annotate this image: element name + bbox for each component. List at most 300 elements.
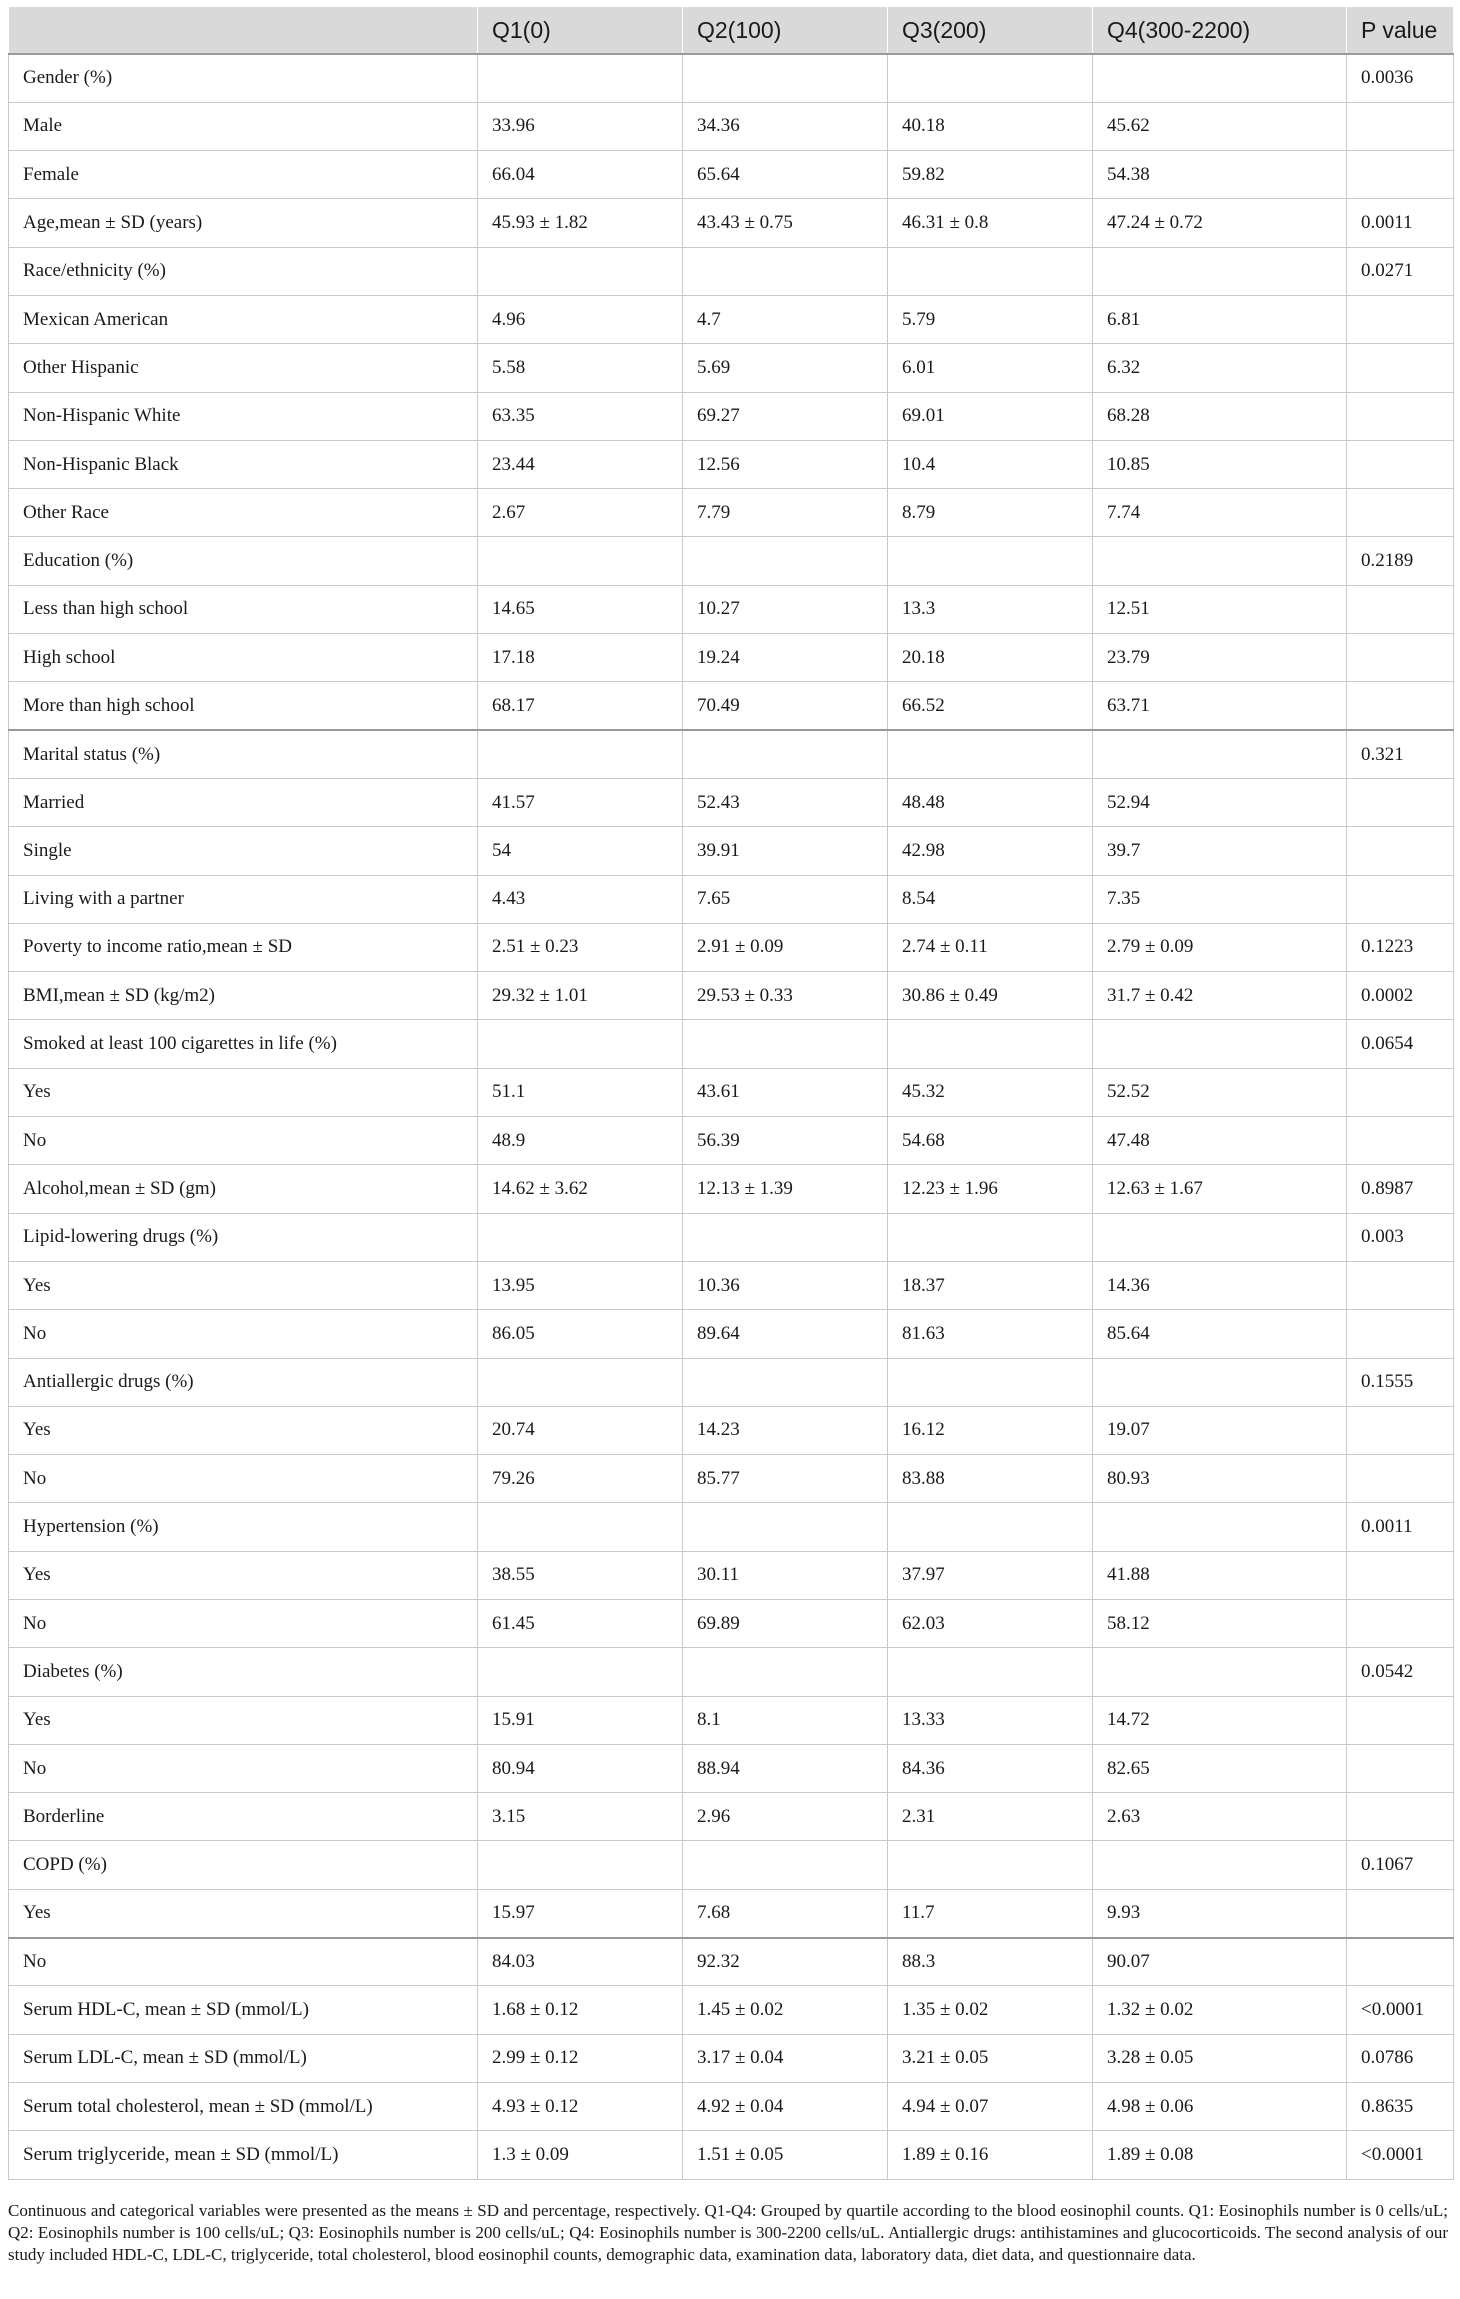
p-value-cell bbox=[1347, 1551, 1454, 1599]
p-value-cell: 0.0786 bbox=[1347, 2034, 1454, 2082]
q3-cell: 5.79 bbox=[888, 295, 1093, 343]
q3-cell: 62.03 bbox=[888, 1600, 1093, 1648]
header-cell-q3: Q3(200) bbox=[888, 7, 1093, 54]
q4-cell: 45.62 bbox=[1093, 102, 1347, 150]
q3-cell: 54.68 bbox=[888, 1117, 1093, 1165]
p-value-cell bbox=[1347, 1938, 1454, 1986]
q4-cell bbox=[1093, 1358, 1347, 1406]
q2-cell: 4.92 ± 0.04 bbox=[683, 2082, 888, 2130]
variable-cell: High school bbox=[9, 634, 478, 682]
q2-cell: 65.64 bbox=[683, 151, 888, 199]
p-value-cell bbox=[1347, 1889, 1454, 1937]
q1-cell: 20.74 bbox=[478, 1406, 683, 1454]
table-row bbox=[9, 1986, 1454, 2034]
p-value-cell bbox=[1347, 1310, 1454, 1358]
q1-cell: 3.15 bbox=[478, 1793, 683, 1841]
p-value-cell: 0.8987 bbox=[1347, 1165, 1454, 1213]
variable-cell: Living with a partner bbox=[9, 875, 478, 923]
q3-cell: 46.31 ± 0.8 bbox=[888, 199, 1093, 247]
q4-cell: 41.88 bbox=[1093, 1551, 1347, 1599]
q2-cell: 85.77 bbox=[683, 1455, 888, 1503]
p-value-cell bbox=[1347, 440, 1454, 488]
table-row bbox=[9, 54, 1454, 102]
q1-cell: 68.17 bbox=[478, 682, 683, 730]
q2-cell bbox=[683, 1503, 888, 1551]
q2-cell: 2.91 ± 0.09 bbox=[683, 923, 888, 971]
table-row bbox=[9, 1165, 1454, 1213]
q4-cell: 54.38 bbox=[1093, 151, 1347, 199]
table-row bbox=[9, 634, 1454, 682]
q1-cell: 29.32 ± 1.01 bbox=[478, 972, 683, 1020]
table-row bbox=[9, 1455, 1454, 1503]
q1-cell: 14.65 bbox=[478, 585, 683, 633]
table-row bbox=[9, 1600, 1454, 1648]
table-row bbox=[9, 1406, 1454, 1454]
q1-cell bbox=[478, 54, 683, 102]
variable-cell: Serum LDL-C, mean ± SD (mmol/L) bbox=[9, 2034, 478, 2082]
q3-cell: 2.74 ± 0.11 bbox=[888, 923, 1093, 971]
q3-cell: 2.31 bbox=[888, 1793, 1093, 1841]
q2-cell: 43.43 ± 0.75 bbox=[683, 199, 888, 247]
p-value-cell: 0.003 bbox=[1347, 1213, 1454, 1261]
q1-cell bbox=[478, 537, 683, 585]
q1-cell bbox=[478, 1503, 683, 1551]
p-value-cell bbox=[1347, 1696, 1454, 1744]
p-value-cell: 0.2189 bbox=[1347, 537, 1454, 585]
q1-cell: 2.67 bbox=[478, 489, 683, 537]
q1-cell: 79.26 bbox=[478, 1455, 683, 1503]
variable-cell: Other Hispanic bbox=[9, 344, 478, 392]
q3-cell: 83.88 bbox=[888, 1455, 1093, 1503]
table-row bbox=[9, 1551, 1454, 1599]
q2-cell: 88.94 bbox=[683, 1744, 888, 1792]
q1-cell: 4.43 bbox=[478, 875, 683, 923]
p-value-cell: 0.0542 bbox=[1347, 1648, 1454, 1696]
q1-cell: 4.93 ± 0.12 bbox=[478, 2082, 683, 2130]
variable-cell: Antiallergic drugs (%) bbox=[9, 1358, 478, 1406]
q1-cell bbox=[478, 1841, 683, 1889]
q4-cell: 12.63 ± 1.67 bbox=[1093, 1165, 1347, 1213]
variable-cell: Male bbox=[9, 102, 478, 150]
table-row bbox=[9, 344, 1454, 392]
q3-cell: 8.79 bbox=[888, 489, 1093, 537]
variable-cell: More than high school bbox=[9, 682, 478, 730]
table-row bbox=[9, 1696, 1454, 1744]
q3-cell bbox=[888, 730, 1093, 778]
q3-cell: 88.3 bbox=[888, 1938, 1093, 1986]
q3-cell: 16.12 bbox=[888, 1406, 1093, 1454]
variable-cell: Yes bbox=[9, 1696, 478, 1744]
table-row bbox=[9, 1020, 1454, 1068]
variable-cell: Mexican American bbox=[9, 295, 478, 343]
q2-cell: 43.61 bbox=[683, 1068, 888, 1116]
variable-cell: No bbox=[9, 1600, 478, 1648]
q2-cell: 14.23 bbox=[683, 1406, 888, 1454]
q1-cell bbox=[478, 1020, 683, 1068]
variable-cell: No bbox=[9, 1744, 478, 1792]
q3-cell bbox=[888, 1213, 1093, 1261]
p-value-cell bbox=[1347, 778, 1454, 826]
variable-cell: Poverty to income ratio,mean ± SD bbox=[9, 923, 478, 971]
q2-cell: 56.39 bbox=[683, 1117, 888, 1165]
q2-cell: 10.36 bbox=[683, 1261, 888, 1309]
variable-cell: Marital status (%) bbox=[9, 730, 478, 778]
q2-cell: 8.1 bbox=[683, 1696, 888, 1744]
q3-cell: 48.48 bbox=[888, 778, 1093, 826]
q2-cell: 7.68 bbox=[683, 1889, 888, 1937]
q1-cell: 66.04 bbox=[478, 151, 683, 199]
table-row bbox=[9, 537, 1454, 585]
q3-cell bbox=[888, 54, 1093, 102]
q1-cell: 33.96 bbox=[478, 102, 683, 150]
variable-cell: Non-Hispanic White bbox=[9, 392, 478, 440]
q3-cell bbox=[888, 1020, 1093, 1068]
q1-cell: 41.57 bbox=[478, 778, 683, 826]
q2-cell: 4.7 bbox=[683, 295, 888, 343]
q3-cell: 37.97 bbox=[888, 1551, 1093, 1599]
q1-cell: 4.96 bbox=[478, 295, 683, 343]
q3-cell: 4.94 ± 0.07 bbox=[888, 2082, 1093, 2130]
p-value-cell: 0.0654 bbox=[1347, 1020, 1454, 1068]
p-value-cell: 0.0271 bbox=[1347, 247, 1454, 295]
q3-cell: 66.52 bbox=[888, 682, 1093, 730]
q2-cell: 92.32 bbox=[683, 1938, 888, 1986]
variable-cell: Single bbox=[9, 827, 478, 875]
p-value-cell bbox=[1347, 151, 1454, 199]
p-value-cell bbox=[1347, 1600, 1454, 1648]
table-row bbox=[9, 1068, 1454, 1116]
variable-cell: Serum total cholesterol, mean ± SD (mmol/L) bbox=[9, 2082, 478, 2130]
q2-cell bbox=[683, 730, 888, 778]
table-body bbox=[9, 54, 1454, 2179]
p-value-cell: 0.321 bbox=[1347, 730, 1454, 778]
variable-cell: Yes bbox=[9, 1551, 478, 1599]
table-row bbox=[9, 1503, 1454, 1551]
q3-cell: 84.36 bbox=[888, 1744, 1093, 1792]
q1-cell: 2.51 ± 0.23 bbox=[478, 923, 683, 971]
p-value-cell: 0.1067 bbox=[1347, 1841, 1454, 1889]
q3-cell: 6.01 bbox=[888, 344, 1093, 392]
p-value-cell bbox=[1347, 1793, 1454, 1841]
table-row bbox=[9, 199, 1454, 247]
q4-cell: 6.81 bbox=[1093, 295, 1347, 343]
p-value-cell: <0.0001 bbox=[1347, 2131, 1454, 2179]
table-row bbox=[9, 972, 1454, 1020]
q4-cell bbox=[1093, 1020, 1347, 1068]
q4-cell: 7.74 bbox=[1093, 489, 1347, 537]
q3-cell: 12.23 ± 1.96 bbox=[888, 1165, 1093, 1213]
q2-cell: 70.49 bbox=[683, 682, 888, 730]
q3-cell: 13.33 bbox=[888, 1696, 1093, 1744]
q2-cell: 12.13 ± 1.39 bbox=[683, 1165, 888, 1213]
q3-cell: 11.7 bbox=[888, 1889, 1093, 1937]
q4-cell: 85.64 bbox=[1093, 1310, 1347, 1358]
q3-cell: 20.18 bbox=[888, 634, 1093, 682]
q4-cell: 14.72 bbox=[1093, 1696, 1347, 1744]
q3-cell: 59.82 bbox=[888, 151, 1093, 199]
p-value-cell bbox=[1347, 1406, 1454, 1454]
table-row bbox=[9, 2082, 1454, 2130]
q2-cell bbox=[683, 537, 888, 585]
variable-cell: Education (%) bbox=[9, 537, 478, 585]
q3-cell bbox=[888, 1648, 1093, 1696]
q4-cell bbox=[1093, 247, 1347, 295]
q4-cell: 9.93 bbox=[1093, 1889, 1347, 1937]
q3-cell bbox=[888, 247, 1093, 295]
variable-cell: No bbox=[9, 1117, 478, 1165]
q1-cell bbox=[478, 247, 683, 295]
p-value-cell: 0.8635 bbox=[1347, 2082, 1454, 2130]
table-row bbox=[9, 489, 1454, 537]
table-header-row bbox=[9, 7, 1454, 54]
q4-cell bbox=[1093, 1648, 1347, 1696]
q2-cell: 10.27 bbox=[683, 585, 888, 633]
header-cell-q4: Q4(300-2200) bbox=[1093, 7, 1347, 54]
p-value-cell: 0.0011 bbox=[1347, 199, 1454, 247]
q1-cell: 1.68 ± 0.12 bbox=[478, 1986, 683, 2034]
q4-cell: 82.65 bbox=[1093, 1744, 1347, 1792]
q1-cell: 13.95 bbox=[478, 1261, 683, 1309]
q4-cell: 4.98 ± 0.06 bbox=[1093, 2082, 1347, 2130]
q3-cell: 1.89 ± 0.16 bbox=[888, 2131, 1093, 2179]
table-row bbox=[9, 923, 1454, 971]
p-value-cell bbox=[1347, 1455, 1454, 1503]
q3-cell: 40.18 bbox=[888, 102, 1093, 150]
p-value-cell bbox=[1347, 1261, 1454, 1309]
p-value-cell: <0.0001 bbox=[1347, 1986, 1454, 2034]
q2-cell: 69.27 bbox=[683, 392, 888, 440]
variable-cell: Married bbox=[9, 778, 478, 826]
q2-cell bbox=[683, 1841, 888, 1889]
q1-cell: 17.18 bbox=[478, 634, 683, 682]
q4-cell: 80.93 bbox=[1093, 1455, 1347, 1503]
q2-cell: 2.96 bbox=[683, 1793, 888, 1841]
variable-cell: Serum triglyceride, mean ± SD (mmol/L) bbox=[9, 2131, 478, 2179]
p-value-cell bbox=[1347, 344, 1454, 392]
q3-cell: 8.54 bbox=[888, 875, 1093, 923]
variable-cell: Race/ethnicity (%) bbox=[9, 247, 478, 295]
variable-cell: Other Race bbox=[9, 489, 478, 537]
q4-cell: 3.28 ± 0.05 bbox=[1093, 2034, 1347, 2082]
q3-cell: 42.98 bbox=[888, 827, 1093, 875]
variable-cell: Non-Hispanic Black bbox=[9, 440, 478, 488]
q1-cell: 23.44 bbox=[478, 440, 683, 488]
q1-cell: 84.03 bbox=[478, 1938, 683, 1986]
q1-cell bbox=[478, 1213, 683, 1261]
q1-cell: 45.93 ± 1.82 bbox=[478, 199, 683, 247]
table-row bbox=[9, 1744, 1454, 1792]
variable-cell: Alcohol,mean ± SD (gm) bbox=[9, 1165, 478, 1213]
q1-cell: 15.91 bbox=[478, 1696, 683, 1744]
q3-cell bbox=[888, 537, 1093, 585]
p-value-cell bbox=[1347, 489, 1454, 537]
q4-cell bbox=[1093, 730, 1347, 778]
q4-cell: 2.79 ± 0.09 bbox=[1093, 923, 1347, 971]
q4-cell: 1.89 ± 0.08 bbox=[1093, 2131, 1347, 2179]
p-value-cell: 0.1223 bbox=[1347, 923, 1454, 971]
q4-cell: 47.24 ± 0.72 bbox=[1093, 199, 1347, 247]
q1-cell: 54 bbox=[478, 827, 683, 875]
q2-cell: 19.24 bbox=[683, 634, 888, 682]
table-row bbox=[9, 1841, 1454, 1889]
table-row bbox=[9, 2034, 1454, 2082]
q4-cell bbox=[1093, 1213, 1347, 1261]
q2-cell bbox=[683, 1213, 888, 1261]
q4-cell: 1.32 ± 0.02 bbox=[1093, 1986, 1347, 2034]
variable-cell: Hypertension (%) bbox=[9, 1503, 478, 1551]
q4-cell bbox=[1093, 1841, 1347, 1889]
table-row bbox=[9, 827, 1454, 875]
variable-cell: Yes bbox=[9, 1261, 478, 1309]
q2-cell: 30.11 bbox=[683, 1551, 888, 1599]
p-value-cell bbox=[1347, 682, 1454, 730]
p-value-cell bbox=[1347, 634, 1454, 682]
q4-cell: 6.32 bbox=[1093, 344, 1347, 392]
q3-cell bbox=[888, 1358, 1093, 1406]
q2-cell bbox=[683, 1358, 888, 1406]
variable-cell: Age,mean ± SD (years) bbox=[9, 199, 478, 247]
table-row bbox=[9, 1213, 1454, 1261]
q4-cell: 12.51 bbox=[1093, 585, 1347, 633]
q2-cell: 69.89 bbox=[683, 1600, 888, 1648]
q1-cell bbox=[478, 730, 683, 778]
q3-cell: 13.3 bbox=[888, 585, 1093, 633]
q3-cell: 10.4 bbox=[888, 440, 1093, 488]
q2-cell: 3.17 ± 0.04 bbox=[683, 2034, 888, 2082]
q4-cell: 39.7 bbox=[1093, 827, 1347, 875]
variable-cell: Gender (%) bbox=[9, 54, 478, 102]
q1-cell: 15.97 bbox=[478, 1889, 683, 1937]
p-value-cell bbox=[1347, 1068, 1454, 1116]
table-row bbox=[9, 2131, 1454, 2179]
q1-cell bbox=[478, 1358, 683, 1406]
q2-cell: 7.79 bbox=[683, 489, 888, 537]
q4-cell: 7.35 bbox=[1093, 875, 1347, 923]
header-cell-variable bbox=[9, 7, 478, 54]
q3-cell bbox=[888, 1841, 1093, 1889]
q2-cell bbox=[683, 1020, 888, 1068]
variable-cell: COPD (%) bbox=[9, 1841, 478, 1889]
q4-cell: 31.7 ± 0.42 bbox=[1093, 972, 1347, 1020]
table-row bbox=[9, 151, 1454, 199]
table-row bbox=[9, 875, 1454, 923]
p-value-cell bbox=[1347, 585, 1454, 633]
q4-cell: 14.36 bbox=[1093, 1261, 1347, 1309]
q1-cell: 48.9 bbox=[478, 1117, 683, 1165]
q1-cell: 2.99 ± 0.12 bbox=[478, 2034, 683, 2082]
q4-cell: 52.94 bbox=[1093, 778, 1347, 826]
variable-cell: Serum HDL-C, mean ± SD (mmol/L) bbox=[9, 1986, 478, 2034]
table-row bbox=[9, 247, 1454, 295]
q4-cell: 58.12 bbox=[1093, 1600, 1347, 1648]
q2-cell: 89.64 bbox=[683, 1310, 888, 1358]
q3-cell: 45.32 bbox=[888, 1068, 1093, 1116]
q2-cell: 52.43 bbox=[683, 778, 888, 826]
table-row bbox=[9, 1938, 1454, 1986]
q2-cell: 7.65 bbox=[683, 875, 888, 923]
q2-cell: 29.53 ± 0.33 bbox=[683, 972, 888, 1020]
q2-cell: 12.56 bbox=[683, 440, 888, 488]
p-value-cell: 0.0002 bbox=[1347, 972, 1454, 1020]
table-row bbox=[9, 730, 1454, 778]
table-row bbox=[9, 102, 1454, 150]
q1-cell: 1.3 ± 0.09 bbox=[478, 2131, 683, 2179]
table-row bbox=[9, 1793, 1454, 1841]
table-row bbox=[9, 392, 1454, 440]
table-row bbox=[9, 1889, 1454, 1937]
p-value-cell: 0.0036 bbox=[1347, 54, 1454, 102]
q1-cell: 38.55 bbox=[478, 1551, 683, 1599]
q2-cell: 5.69 bbox=[683, 344, 888, 392]
p-value-cell bbox=[1347, 1117, 1454, 1165]
q2-cell: 1.51 ± 0.05 bbox=[683, 2131, 888, 2179]
q2-cell bbox=[683, 247, 888, 295]
variable-cell: No bbox=[9, 1938, 478, 1986]
variable-cell: Female bbox=[9, 151, 478, 199]
variable-cell: Less than high school bbox=[9, 585, 478, 633]
header-cell-q2: Q2(100) bbox=[683, 7, 888, 54]
q2-cell: 1.45 ± 0.02 bbox=[683, 1986, 888, 2034]
variable-cell: Diabetes (%) bbox=[9, 1648, 478, 1696]
variable-cell: BMI,mean ± SD (kg/m2) bbox=[9, 972, 478, 1020]
q2-cell: 34.36 bbox=[683, 102, 888, 150]
q1-cell: 61.45 bbox=[478, 1600, 683, 1648]
q3-cell: 81.63 bbox=[888, 1310, 1093, 1358]
table-row bbox=[9, 585, 1454, 633]
q4-cell: 52.52 bbox=[1093, 1068, 1347, 1116]
q4-cell bbox=[1093, 537, 1347, 585]
q1-cell: 86.05 bbox=[478, 1310, 683, 1358]
p-value-cell: 0.1555 bbox=[1347, 1358, 1454, 1406]
q2-cell bbox=[683, 1648, 888, 1696]
q4-cell: 68.28 bbox=[1093, 392, 1347, 440]
q3-cell: 1.35 ± 0.02 bbox=[888, 1986, 1093, 2034]
header-cell-p-value: P value bbox=[1347, 7, 1454, 54]
p-value-cell bbox=[1347, 392, 1454, 440]
q1-cell: 63.35 bbox=[478, 392, 683, 440]
q1-cell bbox=[478, 1648, 683, 1696]
q2-cell bbox=[683, 54, 888, 102]
table-row bbox=[9, 295, 1454, 343]
baseline-characteristics-table bbox=[8, 7, 1454, 2180]
q1-cell: 51.1 bbox=[478, 1068, 683, 1116]
p-value-cell: 0.0011 bbox=[1347, 1503, 1454, 1551]
q4-cell: 2.63 bbox=[1093, 1793, 1347, 1841]
variable-cell: Yes bbox=[9, 1406, 478, 1454]
q4-cell: 47.48 bbox=[1093, 1117, 1347, 1165]
table-row bbox=[9, 682, 1454, 730]
variable-cell: Yes bbox=[9, 1068, 478, 1116]
q4-cell: 23.79 bbox=[1093, 634, 1347, 682]
q4-cell: 10.85 bbox=[1093, 440, 1347, 488]
q3-cell: 69.01 bbox=[888, 392, 1093, 440]
q1-cell: 5.58 bbox=[478, 344, 683, 392]
q1-cell: 14.62 ± 3.62 bbox=[478, 1165, 683, 1213]
q3-cell: 3.21 ± 0.05 bbox=[888, 2034, 1093, 2082]
table-row bbox=[9, 1117, 1454, 1165]
q3-cell: 30.86 ± 0.49 bbox=[888, 972, 1093, 1020]
q4-cell: 19.07 bbox=[1093, 1406, 1347, 1454]
q4-cell: 90.07 bbox=[1093, 1938, 1347, 1986]
q1-cell: 80.94 bbox=[478, 1744, 683, 1792]
header-cell-q1: Q1(0) bbox=[478, 7, 683, 54]
q3-cell: 18.37 bbox=[888, 1261, 1093, 1309]
variable-cell: Borderline bbox=[9, 1793, 478, 1841]
variable-cell: Yes bbox=[9, 1889, 478, 1937]
variable-cell: No bbox=[9, 1455, 478, 1503]
variable-cell: Smoked at least 100 cigarettes in life (%) bbox=[9, 1020, 478, 1068]
p-value-cell bbox=[1347, 875, 1454, 923]
